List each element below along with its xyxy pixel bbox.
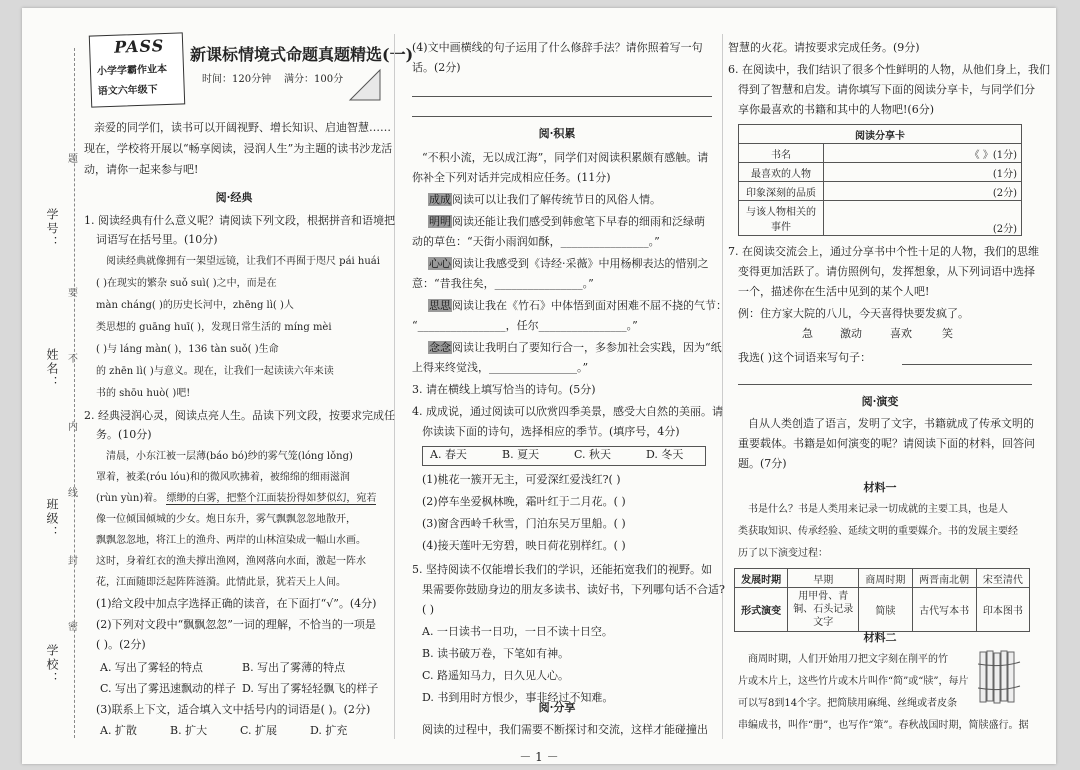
option[interactable]: B. 写出了雾薄的特点 bbox=[242, 661, 346, 674]
page-title: 新课标情境式命题真题精选(一) bbox=[190, 45, 414, 64]
card-value[interactable]: 《 》(1分) bbox=[824, 144, 1022, 163]
intro-line: 亲爱的同学们，读书可以开阔视野、增长知识、启迪智慧…… bbox=[94, 121, 391, 134]
material-1-title: 材料一 bbox=[863, 481, 897, 494]
q2-text: 花，江面随即泛起阵阵涟漪。此情此景，犹若天上人间。 bbox=[96, 577, 346, 588]
dialog-item: 心心阅读让我感受到《诗经·采薇》中用杨柳表达的惜别之 bbox=[429, 257, 709, 270]
q1-text: ( )与 láng màn( )，136 tàn suǒ( )生命 bbox=[96, 344, 279, 355]
share-card-title: 阅读分享卡 bbox=[739, 125, 1022, 144]
seal-char: 线 bbox=[68, 488, 78, 499]
poem-line: (1)桃花一簇开无主，可爱深红爱浅红?( ) bbox=[422, 473, 621, 486]
book-badge bbox=[89, 32, 185, 107]
card-label: 书名 bbox=[739, 144, 824, 163]
section-title-evolution: 阅·演变 bbox=[861, 395, 899, 408]
season-option[interactable]: A. 春天 bbox=[430, 448, 467, 461]
speaker-tag: 思思 bbox=[429, 299, 451, 312]
page-number: － 1 － bbox=[519, 750, 559, 764]
example-sentence: 例：住方家大院的八儿，今天喜得快要发疯了。 bbox=[738, 307, 969, 320]
card-value[interactable]: (2分) bbox=[824, 182, 1022, 201]
season-option[interactable]: B. 夏天 bbox=[502, 448, 540, 461]
table-header: 发展时期 bbox=[735, 569, 788, 588]
exam-time: 时间：120分钟 bbox=[202, 74, 272, 85]
poem-line: (2)停车坐爱枫林晚，霜叶红于二月花。( ) bbox=[422, 495, 626, 508]
question-5: 5. 坚持阅读不仅能增长我们的学识，还能拓宽我们的视野。如 bbox=[412, 563, 712, 576]
q1-text: 书的 shōu huò( )吧! bbox=[96, 388, 191, 399]
q2-sub4: (4)文中画横线的句子运用了什么修辞手法？请你照着写一句 bbox=[412, 41, 703, 54]
dialog-item[interactable]: 动的草色：“天街小雨润如酥，________________。” bbox=[412, 235, 660, 248]
option[interactable]: D. 书到用时方恨少，事非经过不知难。 bbox=[422, 691, 614, 704]
sec2-intro: 你补全下列对话并完成相应任务。(11分) bbox=[412, 171, 611, 184]
table-header: 宋至清代 bbox=[976, 569, 1029, 588]
q2-sub: ( )。(2分) bbox=[96, 638, 146, 651]
option[interactable]: A. 一日读书一日功，一日不读十日空。 bbox=[422, 625, 613, 638]
q2-text: (rùn yùn)着。 缥缈的白雾，把整个江面装扮得如梦似幻，宛若 bbox=[96, 493, 377, 504]
evolution-intro: 自从人类创造了语言，发明了文字，书籍就成了传承文明的 bbox=[748, 417, 1034, 430]
table-header: 商周时期 bbox=[859, 569, 912, 588]
seal-char: 不 bbox=[68, 354, 78, 365]
pass-logo: PASS bbox=[113, 36, 165, 57]
exam-paper bbox=[22, 8, 1056, 764]
material-1-text: 类获取知识、传承经验、延续文明的重要媒介。书的发展主要经 bbox=[738, 526, 1018, 537]
section-title-classics: 阅·经典 bbox=[215, 191, 253, 204]
option[interactable]: C. 路遥知马力，日久见人心。 bbox=[422, 669, 570, 682]
card-label: 与该人物相关的事件 bbox=[739, 201, 824, 236]
share-intro-cont: 智慧的火花。请按要求完成任务。(9分) bbox=[728, 41, 920, 54]
material-1-text: 书是什么？书是人类用来记录一切成就的主要工具，也是人 bbox=[748, 504, 1008, 515]
question-4: 你读读下面的诗句，选择相应的季节。(填序号，4分) bbox=[422, 425, 680, 438]
card-value[interactable]: (2分) bbox=[824, 201, 1022, 236]
answer-line[interactable] bbox=[738, 384, 1032, 385]
card-label: 印象深刻的品质 bbox=[739, 182, 824, 201]
table-cell: 古代写本书 bbox=[912, 588, 976, 632]
dialog-item[interactable]: “________________，任尔________________。” bbox=[412, 319, 638, 332]
q2-text: 像一位倾国倾城的少女。炮日东升，雾气飘飘忽忽地散开， bbox=[96, 514, 356, 525]
seal-char: 密 bbox=[68, 622, 78, 633]
word-choice[interactable]: 激动 bbox=[840, 327, 862, 340]
table-header: 两晋南北朝 bbox=[912, 569, 976, 588]
dialog-item: 思思阅读让我在《竹石》中体悟到面对困难不屈不挠的气节： bbox=[429, 299, 727, 312]
card-value[interactable]: (1分) bbox=[824, 163, 1022, 182]
question-6: 得到了智慧和启发。请你填写下面的阅读分享卡，与同学们分 bbox=[738, 83, 1035, 96]
section-title-accumulate: 阅·积累 bbox=[538, 127, 576, 140]
q2-sub: (3)联系上下文，适合填入文中括号内的词语是( )。(2分) bbox=[96, 703, 371, 716]
dialog-item[interactable]: 上得来终觉浅，________________。” bbox=[412, 361, 589, 374]
material-2-title: 材料二 bbox=[863, 631, 897, 644]
table-cell: 印本图书 bbox=[976, 588, 1029, 632]
q2-sub: (1)给文段中加点字选择正确的读音，在下面打“√”。(4分) bbox=[96, 597, 377, 610]
dialog-item: 成成阅读可以让我们了解传统节日的风俗人情。 bbox=[429, 193, 661, 206]
option[interactable]: A. 扩散 bbox=[100, 724, 137, 737]
option[interactable]: B. 扩大 bbox=[170, 724, 208, 737]
word-choice[interactable]: 喜欢 bbox=[890, 327, 912, 340]
bamboo-slips-icon bbox=[978, 648, 1022, 706]
material-2-text: 商周时期，人们开始用刀把文字刻在削平的竹 bbox=[748, 654, 948, 665]
book-name: 小学学霸作业本 bbox=[96, 63, 168, 78]
question-6: 享你最喜欢的书籍和其中的人物吧!(6分) bbox=[738, 103, 935, 116]
q2-text: 这时，身着红衣的渔夫撑出渔网，渔网落向水面，激起一阵水 bbox=[96, 556, 366, 567]
question-4: 4. 成成说，通过阅读可以欣赏四季美景，感受大自然的美丽。请 bbox=[412, 405, 723, 418]
question-3: 3. 请在横线上填写恰当的诗句。(5分) bbox=[412, 383, 596, 396]
speaker-tag: 心心 bbox=[429, 257, 451, 270]
name-label: 姓名： bbox=[45, 348, 59, 390]
answer-line[interactable] bbox=[412, 96, 712, 97]
q2-text: 飘飘忽忽地，将江上的渔舟、两岸的山林渲染成一幅山水画。 bbox=[96, 535, 366, 546]
poem-line: (4)接天莲叶无穷碧，映日荷花别样红。( ) bbox=[422, 539, 626, 552]
question-2: 务。(10分) bbox=[96, 428, 152, 441]
poem-line: (3)窗含西岭千秋雪，门泊东吴万里船。( ) bbox=[422, 517, 626, 530]
sec2-intro: “不积小流，无以成江海”，同学们对阅读积累颇有感触。请 bbox=[422, 151, 709, 164]
option[interactable]: B. 读书破万卷，下笔如有神。 bbox=[422, 647, 570, 660]
exam-score: 满分：100分 bbox=[284, 74, 344, 85]
evolution-intro: 重要载体。书籍是如何演变的呢？请阅读下面的材料，回答问 bbox=[738, 437, 1035, 450]
card-label: 最喜欢的人物 bbox=[739, 163, 824, 182]
student-id-label: 学号： bbox=[45, 208, 59, 250]
seal-char: 封 bbox=[68, 556, 78, 567]
option[interactable]: D. 扩充 bbox=[310, 724, 348, 737]
intro-line: 现在，学校将开展以“畅享阅读，浸润人生”为主题的读书沙龙活 bbox=[84, 142, 393, 155]
seal-char: 题 bbox=[68, 154, 78, 165]
table-header: 早期 bbox=[788, 569, 859, 588]
word-choice[interactable]: 笑 bbox=[942, 327, 953, 340]
intro-line: 动，请你一起来参与吧! bbox=[84, 163, 199, 176]
question-7: 7. 在阅读交流会上，通过分享书中个性十足的人物，我们的思维 bbox=[728, 245, 1039, 258]
speaker-tag: 成成 bbox=[429, 193, 451, 206]
season-option[interactable]: C. 秋天 bbox=[574, 448, 612, 461]
q1-text: 的 zhēn lì( )与意义。现在，让我们一起读读六年来读 bbox=[96, 366, 334, 377]
question-1: 词语写在括号里。(10分) bbox=[96, 233, 218, 246]
table-cell: 形式演变 bbox=[735, 588, 788, 632]
dialog-item: 明明阅读还能让我们感受到韩愈笔下早春的细雨和泛绿萌 bbox=[429, 215, 705, 228]
season-option[interactable]: D. 冬天 bbox=[646, 448, 684, 461]
q1-text: màn cháng( )的历史长河中，zhēng lì( )人 bbox=[96, 300, 294, 311]
share-intro: 阅读的过程中，我们需要不断探讨和交流，这样才能碰撞出 bbox=[422, 723, 708, 736]
option[interactable]: D. 写出了雾轻轻飘飞的样子 bbox=[242, 682, 379, 695]
class-label: 班级： bbox=[45, 498, 59, 540]
q2-text: 罩着，被柔(róu lóu)和的微风吹拂着，被绵绵的细雨滋润 bbox=[96, 472, 350, 483]
material-2-text: 片或木片上，这些竹片或木片叫作“简”或“牍”，每片 bbox=[738, 676, 969, 687]
share-card bbox=[738, 124, 1022, 236]
evolution-intro: 题。(7分) bbox=[738, 457, 787, 470]
q2-underlined: 缥缈的白雾，把整个江面装扮得如梦似幻，宛若 bbox=[166, 493, 377, 504]
q1-text: ( )在现实的繁杂 suǒ suì( )之中，而是在 bbox=[96, 278, 277, 289]
dialog-item[interactable]: 意：“昔我往矣，________________。” bbox=[412, 277, 594, 290]
question-6: 6. 在阅读中，我们结识了很多个性鲜明的人物，从他们身上，我们 bbox=[728, 63, 1050, 76]
table-cell: 用甲骨、青铜、石头记录文字 bbox=[788, 588, 859, 632]
dialog-item: 念念阅读让我明白了要知行合一，多参加社会实践，因为“纸 bbox=[429, 341, 722, 354]
choose-word: 我选( )这个词语来写句子： bbox=[738, 351, 872, 364]
seal-char: 内 bbox=[68, 422, 78, 433]
speaker-tag: 明明 bbox=[429, 215, 451, 228]
table-cell: 简牍 bbox=[859, 588, 912, 632]
option[interactable]: C. 扩展 bbox=[240, 724, 278, 737]
seal-char: 要 bbox=[68, 288, 78, 299]
school-label: 学校： bbox=[45, 644, 59, 686]
q2-sub: (2)下列对文段中“飘飘忽忽”一词的理解，不恰当的一项是 bbox=[96, 618, 376, 631]
page-curl-icon bbox=[348, 68, 382, 102]
q2-sub4: 话。(2分) bbox=[412, 61, 461, 74]
material-2-text: 串编成书，叫作“册”，也写作“策”。春秋战国时期，简牍盛行。据 bbox=[738, 720, 1029, 731]
question-2: 2. 经典浸润心灵，阅读点亮人生。品读下列文段，按要求完成任 bbox=[84, 409, 395, 422]
q1-text: 类思想的 guāng huī( )，发现日常生活的 míng mèi bbox=[96, 322, 332, 333]
q1-text: 阅读经典就像拥有一架望远镜，让我们不再囿于咫尺 pái huái bbox=[106, 256, 380, 267]
speaker-tag: 念念 bbox=[429, 341, 451, 354]
material-1-text: 历了以下演变过程： bbox=[738, 548, 828, 559]
question-7: 一个，描述你在生活中见到的某个人吧! bbox=[738, 285, 930, 298]
material-2-text: 可以写8到14个字。把简牍用麻绳、丝绳或者皮条 bbox=[738, 698, 958, 709]
question-5: 果需要你鼓励身边的朋友多读书、读好书，下列哪句话不合适? bbox=[422, 583, 725, 596]
q2-text: 清晨，小东江被一层薄(báo bó)纱的雾气笼(lóng lǒng) bbox=[106, 451, 353, 462]
question-1: 1. 阅读经典有什么意义呢？请阅读下列文段，根据拼音和语境把 bbox=[84, 214, 395, 227]
evolution-table bbox=[734, 568, 1030, 632]
question-7: 变得更加活跃了。请仿照例句，发挥想象，从下列词语中选择 bbox=[738, 265, 1035, 278]
answer-line[interactable] bbox=[412, 116, 712, 117]
answer-line[interactable] bbox=[902, 364, 1032, 365]
word-choice[interactable]: 急 bbox=[802, 327, 813, 340]
option[interactable]: A. 写出了雾轻的特点 bbox=[100, 661, 203, 674]
option[interactable]: C. 写出了雾迅速飘动的样子 bbox=[100, 682, 237, 695]
question-5: ( ) bbox=[422, 603, 435, 616]
section-title-share: 阅·分享 bbox=[538, 701, 576, 714]
book-grade: 语文六年级下 bbox=[97, 84, 158, 98]
